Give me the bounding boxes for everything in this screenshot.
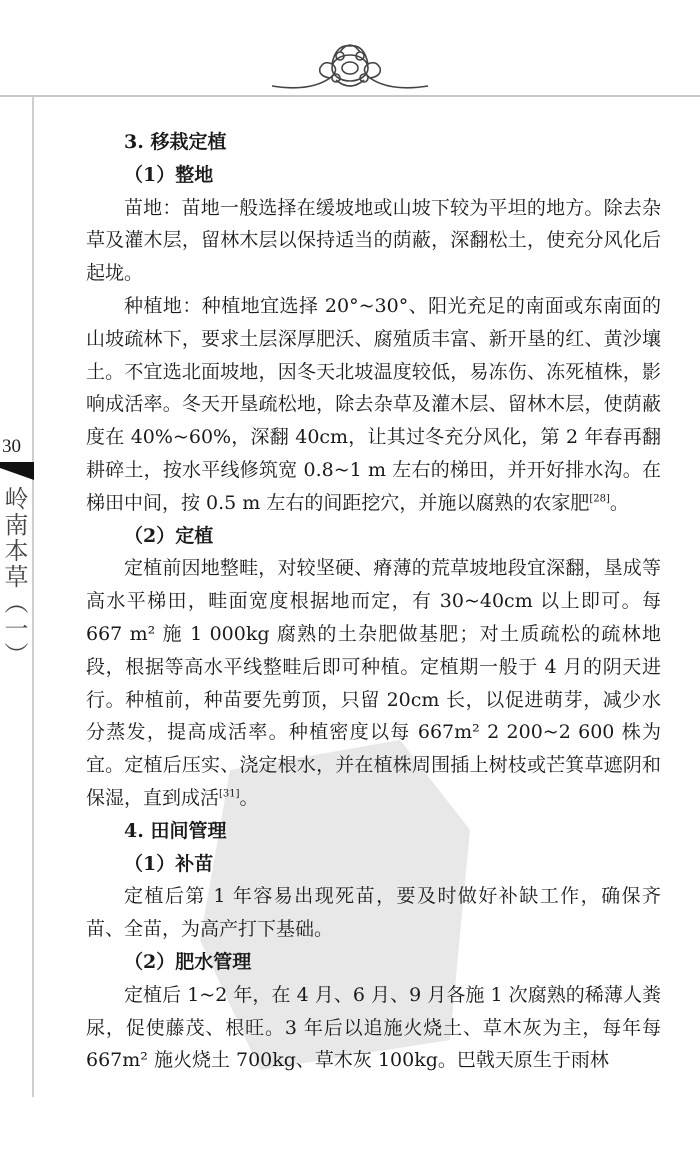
paragraph: 定植前因地整畦，对较坚硬、瘠薄的荒草坡地段宜深翻，垦成等高水平梯田，畦面宽度根据地而定，有 30~40cm 以上即可。每 667 m² 施 1 000kg 腐熟的土杂肥做基肥；对土质疏松的疏林地段，根据等高水平线整畦后即可种植。定植期一般于 4 月的阴天进行。种植前，种苗要先剪顶，只留 20cm 长，以促进萌芽，减少水分蒸发，提高成活率。种植密度以每 667m² 2 200~2 600 株为宜。定植后压实、浇定根水，并在植株周围插上树枝或芒箕草遮阴和保湿，直到成活[31]。 (86, 557, 661, 809)
page-number: 30 (2, 436, 21, 457)
subsection-heading: （2）定植 (124, 524, 214, 547)
citation: [28] (589, 493, 610, 505)
running-title: 岭南本草（一） (0, 486, 28, 668)
margin-rule (32, 97, 34, 1097)
paragraph: 苗地：苗地一般选择在缓坡地或山坡下较为平坦的地方。除去杂草及灌木层，留林木层以保持适当的荫蔽，深翻松土，使充分风化后起垅。 (86, 196, 661, 285)
subsection-heading: （2）肥水管理 (124, 950, 252, 973)
ornament-knot-icon (270, 34, 430, 94)
header-rule (0, 95, 700, 97)
citation: [31] (219, 788, 240, 800)
subsection-heading: （1）补苗 (124, 852, 214, 875)
section-heading: 3. 移栽定植 (124, 131, 227, 153)
paragraph: 定植后 1~2 年，在 4 月、6 月、9 月各施 1 次腐熟的稀薄人粪尿，促使藤茂、根旺。3 年后以追施火烧土、草木灰为主，每年每 667m² 施火烧土 700kg、草木灰 100kg。巴戟天原生于雨林 (86, 983, 661, 1072)
paragraph: 种植地：种植地宜选择 20°~30°、阳光充足的南面或东南面的山坡疏林下，要求土层深厚肥沃、腐殖质丰富、新开垦的红、黄沙壤土。不宜选北面坡地，因冬天北坡温度较低，易冻伤、冻死植株，影响成活率。冬天开垦疏松地，除去杂草及灌木层、留林木层，使荫蔽度在 40%~60%，深翻 40cm，让其过冬充分风化，第 2 年春再翻耕碎土，按水平线修筑宽 0.8~1 m 左右的梯田，并开好排水沟。在梯田中间，按 0.5 m 左右的间距挖穴，并施以腐熟的农家肥[28]。 (86, 294, 661, 514)
subsection-heading: （1）整地 (124, 163, 214, 186)
paragraph: 定植后第 1 年容易出现死苗，要及时做好补缺工作，确保齐苗、全苗，为高产打下基础。 (86, 885, 661, 941)
main-text (86, 126, 661, 1077)
section-heading: 4. 田间管理 (124, 819, 227, 842)
page-marker-wedge-icon (0, 462, 34, 480)
